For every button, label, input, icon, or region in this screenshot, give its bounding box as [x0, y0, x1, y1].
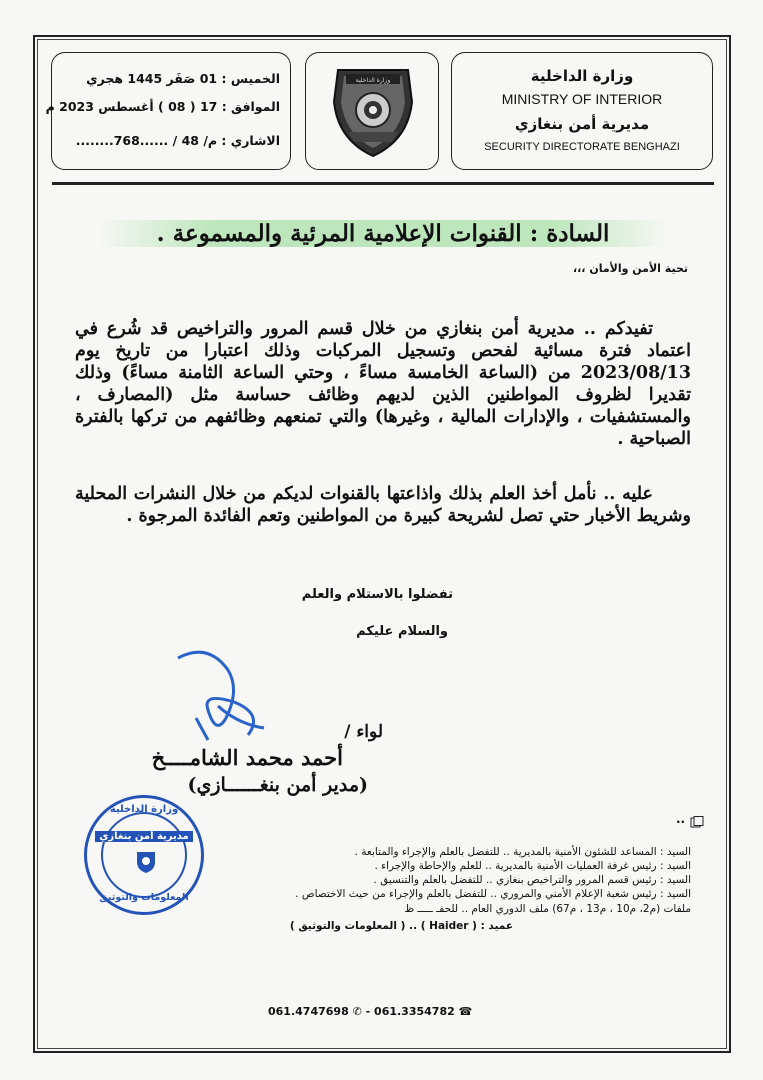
date-reference-box [45, 52, 291, 170]
hijri-date: الخميس : 01 صَفَر 1445 هجري [86, 71, 280, 86]
typist-line: عميد : ( Haider ) .. ( المعلومات والتوثيق ) [289, 920, 513, 932]
stamp-emblem [135, 850, 157, 878]
ministry-name-ar: وزارة الداخلية [530, 67, 634, 85]
ministry-emblem [328, 62, 418, 164]
closing-line-2: والسلام عليكم [356, 624, 448, 639]
stamp-ring-bottom: المعلومات والتوثيق [99, 892, 189, 903]
stamp-ring-mid: مديرية أمن بنغازي [95, 831, 193, 842]
copies-marker: .. [676, 812, 686, 826]
body-paragraph-1: تفيدكم .. مديرية أمن بنغازي من خلال قسم المرور والتراخيص قد شُرع في اعتماد فترة مسائية لفحص وتسجيل المركبات وذلك اعتبارا من تاريخ يوم 2023/08/13 من (الساعة الخامسة مساءً ، وحتي الساعة الثامنة مساءً) وذلك تقديرا لظروف المواطنين الذين لديهم وظائف حساسة مثل (المصارف ، والمستشفيات ، والإدارات المالية ، وغيرها) والتي تمنعهم وظائفهم من تركها بالفترة الصباحية . [75, 319, 691, 449]
copy-line-4: السيد : رئيس شعبة الإعلام الأمني والمروري .. للتفضل بالعلم والإجراء من حيث الاختصاص . [295, 888, 691, 900]
svg-text:وزارة الداخلية: وزارة الداخلية [355, 77, 391, 84]
footer-contacts: 061.4747698 ✆ - 061.3354782 ☎ [268, 1005, 473, 1018]
ministry-name-en: MINISTRY OF INTERIOR [501, 91, 663, 107]
phone-number: 061.3354782 [374, 1005, 455, 1018]
official-stamp [84, 795, 204, 915]
phone-icon: ☎ [458, 1005, 473, 1018]
reference-number: الاشاري : م/ 48 / ......768........ [75, 133, 280, 148]
body-paragraph-2: عليه .. نأمل أخذ العلم بذلك واذاعتها بالقنوات لديكم من خلال النشرات المحلية وشريط الأخبار حتي تصل لشريحة كبيرة من المواطنين وتعم الفائدة المرجوة . [75, 484, 691, 526]
fax-number: 061.4747698 [268, 1005, 349, 1018]
copy-line-2: السيد : رئيس غرفة العمليات الأمنية بالمديرية .. للعلم والإحاطة والإجراء . [374, 860, 691, 872]
directorate-name-en: SECURITY DIRECTORATE BENGHAZI [484, 141, 680, 153]
ministry-box [451, 52, 713, 170]
copies-icon [690, 813, 704, 832]
closing-line-1: تفضلوا بالاستلام والعلم [301, 587, 453, 602]
copy-line-5: ملفات (م2، م10 ، م13 ، م67) ملف الدوري العام .. للحفـ ـــــ ظ [404, 903, 691, 915]
copy-line-1: السيد : المساعد للشئون الأمنية بالمديرية .. للتفضل بالعلم والإجراء والمتابعة . [354, 846, 691, 858]
handwritten-signature [168, 640, 288, 754]
stamp-ring-top: وزارة الداخلية [109, 804, 179, 815]
signatory-name: أحمد محمد الشامــــخ [151, 745, 343, 770]
greeting: تحية الأمن والأمان ،،، [572, 262, 688, 275]
fax-icon: ✆ [352, 1005, 362, 1018]
logo-box [305, 52, 439, 170]
copy-line-3: السيد : رئيس قسم المرور والتراخيص بنغازي .. للتفضل بالعلم والتنسيق . [373, 874, 691, 886]
gregorian-date: الموافق : 17 ( 08 ) أغسطس 2023 م [45, 99, 280, 114]
addressee: السادة : القنوات الإعلامية المرئية والمسموعة . [98, 220, 668, 247]
directorate-name-ar: مديرية أمن بنغازي [514, 115, 650, 133]
signatory-rank: لواء / [344, 722, 383, 742]
signatory-title: (مدير أمن بنغــــــازي) [187, 774, 368, 796]
header-divider [52, 182, 714, 185]
